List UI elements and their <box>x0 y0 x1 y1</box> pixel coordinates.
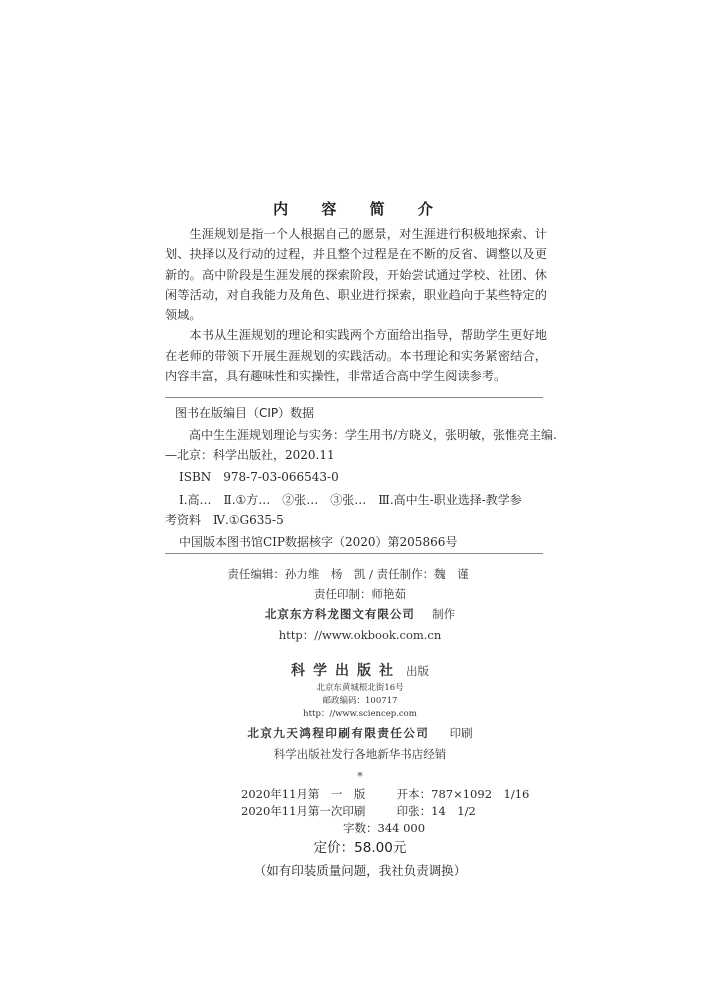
producer-url: http：//www.okbook.com.cn <box>278 628 442 642</box>
summary-body <box>165 224 547 386</box>
printer-role: 印刷 <box>449 726 473 740</box>
sheets-info: 印张：14 1/2 <box>396 804 476 818</box>
producer-role: 制作 <box>432 607 456 621</box>
format-info: 开本：787×1092 1/16 <box>396 787 530 801</box>
printer-line <box>0 721 720 744</box>
producer-name: 北京东方科龙图文有限公司 <box>264 607 415 621</box>
publisher-role: 出版 <box>406 664 430 678</box>
cip-classification-line2: 考资料 Ⅳ.①G635-5 <box>165 513 284 527</box>
distribution-line: 科学出版社发行各地新华书店经销 <box>273 747 447 761</box>
specs-row <box>241 803 529 820</box>
summary-paragraph: 生涯规划是指一个人根据自己的愿景，对生涯进行积极地探索、计划、抉择以及行动的过程，并且整个过程是在不断的反省、调整以及更新的。高中阶段是生涯发展的探索阶段，开始尝试通过学校、社团、休闲等活动，对自我能力及角色、职业进行探索，职业趋向于某些特定的领域。 <box>165 227 547 323</box>
publisher-address: 北京东黄城根北街16号 <box>316 683 404 693</box>
cip-entry-line2: —北京：科学出版社，2020.11 <box>165 448 335 462</box>
cip-block <box>165 404 557 552</box>
printing-supervisor-line: 责任印制：师艳茹 <box>314 587 406 601</box>
quality-notice: （如有印装质量问题，我社负责调换） <box>253 863 467 878</box>
cip-record-number: 中国版本图书馆CIP数据核字（2020）第205866号 <box>179 535 458 549</box>
printer-name: 北京九天鸿程印刷有限责任公司 <box>247 726 430 740</box>
cip-classification-line1: Ⅰ.高… Ⅱ.①方… ②张… ③张… Ⅲ.高中生-职业选择-教学参 <box>179 493 522 507</box>
price-label: 定价：58.00元 <box>313 840 407 856</box>
cip-heading: 图书在版编目（CIP）数据 <box>175 406 315 420</box>
publisher-url: http：//www.sciencep.com <box>303 709 417 719</box>
editors-line: 责任编辑：孙力维 杨 凯 / 责任制作：魏 谨 <box>227 567 469 581</box>
cip-bottom-rule <box>165 553 543 554</box>
edition-info: 2020年11月第 一 版 <box>241 787 366 801</box>
cip-entry-line1: 高中生生涯规划理论与实务：学生用书/方晓义，张明敏，张惟亮主编. <box>189 428 557 442</box>
publisher-line <box>0 660 720 682</box>
publisher-block <box>0 660 720 764</box>
summary-title: 内 容 简 介 <box>273 200 447 218</box>
separator-star: * <box>357 770 363 783</box>
publisher-name: 科学出版社 <box>290 663 401 679</box>
specs-block <box>241 786 529 837</box>
credits-block <box>0 563 720 645</box>
word-count-info: 字数：344 000 <box>343 821 426 835</box>
publisher-postcode: 邮政编码：100717 <box>322 696 398 706</box>
printing-info: 2020年11月第一次印刷 <box>241 804 366 818</box>
producer-line <box>0 603 720 625</box>
cip-top-rule <box>165 397 543 398</box>
specs-row <box>241 786 529 803</box>
summary-paragraph: 本书从生涯规划的理论和实践两个方面给出指导，帮助学生更好地在老师的带领下开展生涯规划的实践活动。本书理论和实务紧密结合，内容丰富，具有趣味性和实操性，非常适合高中学生阅读参考。 <box>165 328 547 384</box>
price-block <box>0 836 720 882</box>
cip-isbn: ISBN 978-7-03-066543-0 <box>179 470 339 484</box>
